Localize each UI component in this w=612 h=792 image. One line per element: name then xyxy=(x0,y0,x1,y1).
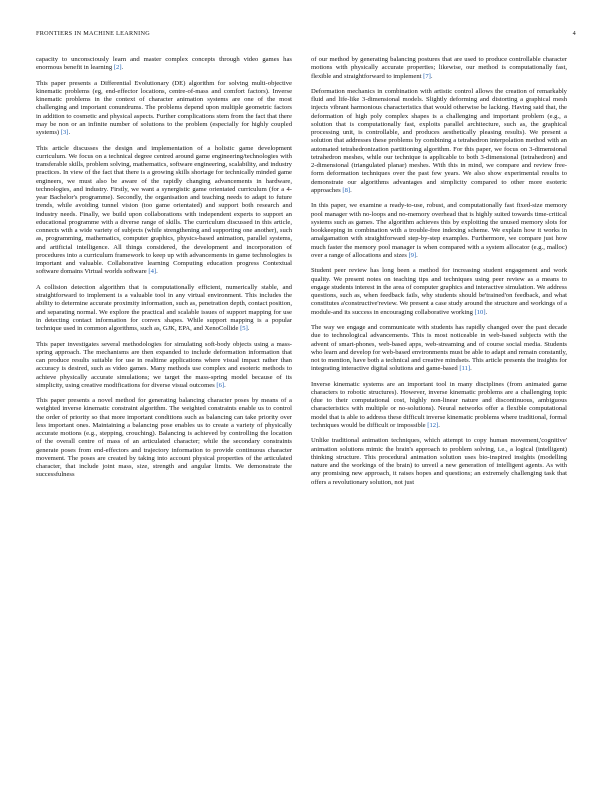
paragraph-text: The way we engage and communicate with students has rapidly changed over the past decade due to technological advancements. This is most noticeable in web-based subjects with the advent of smart-phones, web-based apps, web-streaming and of course social media. Students who learn and develop for web-based environments must be able to adapt and remain constantly, not to mention, have both a technical and creative mindsets. This article presents the insights for integrating interactive digital solutions and game-based xyxy=(311,324,567,373)
paragraph-tail: . xyxy=(224,381,226,389)
paragraph xyxy=(311,56,567,81)
paragraph-text: This paper investigates several methodologies for simulating soft-body objects using a mass-spring approach. The mechanisms are then expanded to include deformation information that can produce results suitable for use in realtime applications where visual impact rather than accuracy is desired, such as video games. Many methods use complex and esoteric methods to achieve physically accurate simulations; we target the mass-spring model because of its simplicity, using creative modifications for diverse visual outcomes xyxy=(36,340,292,389)
paragraph-text: This paper presents a Differential Evolutionary (DE) algorithm for solving multi-objective kinematic problems (eg, end-effector locations, centre-of-mass and comfort factors). Inverse kinematic problems in the context of character animation systems are one of the most challenging and important conundrums. The problems depend upon multiple geometric factors in addition to cosmetic and physical aspects. Further complications stem from the fact that there may be non or an infinite number of solutions to the problem (especially for highly coupled systems) xyxy=(36,79,292,137)
paragraph xyxy=(36,284,292,334)
paragraph xyxy=(311,267,567,317)
citation-link[interactable]: [2] xyxy=(113,64,122,72)
paragraph xyxy=(36,56,292,73)
paragraph-tail: . xyxy=(247,325,250,333)
paragraph-text: Student peer review has long been a method for increasing student engagement and work quality. We present notes on teaching tips and techniques using peer review as a means to engage students interest in the area of computer graphics and interactive simulation. We address questions, such as, when feedback fails, why students should be'trained'on feedback, and what constitutes a'constructive'review. We present a case study around the structure and workings of a module-and its success in encouraging collaborative working xyxy=(311,267,567,316)
paragraph xyxy=(36,145,292,277)
citation-link[interactable]: [11] xyxy=(459,365,471,373)
paragraph-text: capacity to unconsciously learn and master complex concepts through video games has enormous benefit in learning xyxy=(36,56,292,72)
paragraph-tail: . xyxy=(350,186,352,194)
paragraph-tail: . xyxy=(470,365,472,373)
paragraph-tail: . xyxy=(438,421,440,429)
paragraph xyxy=(36,397,292,480)
page-header xyxy=(36,28,576,40)
right-column xyxy=(311,56,567,766)
citation-link[interactable]: [6] xyxy=(216,381,225,389)
paragraph-tail: . xyxy=(430,72,433,80)
paragraph-text: This paper presents a novel method for generating balancing character poses by means of a weighted inverse kinematic constraint algorithm. The weighted constraints enable us to control the order of priority so that more important conditions such as balancing can take priority over less important ones. Maintaining a balancing pose enables us to create a variety of physically accurate motions (e.g., stepping, crouching). Balancing is achieved by controlling the location of the overall centre of mass of an articulated character; while the secondary constraints generate poses from end-effectors and trajectory information to provide continuous character movement. The poses are created by taking into account physical properties of the articulated character, that include joint mass, size, strength and angular limits. We demonstrate the successfulness xyxy=(36,397,292,479)
paragraph-text: This article discusses the design and implementation of a holistic game development curriculum. We focus on a technical degree centred around game engineering/technologies with transferable skills, problem solving, mathematics, software engineering, scalability, and industry practices. In view of the fact that there is a growing skills shortage for technically minded game engineers, we must also be aware of the rapidly changing advancements in hardware, technologies, and industry. Firstly, we want a synergistic game orientated curriculum (for a 4-year Bachelor's programme). Secondly, the organisation and teaching needs to adapt to future trends, while avoiding tunnel vision (too game orientated) and support both research and industry needs. Finally, we build upon collaborations with independent experts to support an educational programme with a diverse range of skills. The curriculum discussed in this article, connects with a wide variety of subjects (while strengthening and supporting one another), such as, programming, mathematics, computer graphics, physics-based animation, parallel systems, and artificial intelligence. All things considered, the development and incorporation of procedures into a curriculum framework to keep up with advancements in game technologies is important and valuable. Collaborative learning Computing education progress Contextual software domains Virtual worlds software xyxy=(36,144,292,276)
paragraph xyxy=(311,88,567,195)
page-number: 4 xyxy=(572,30,576,37)
citation-link[interactable]: [12] xyxy=(427,421,439,429)
paragraph xyxy=(311,437,567,487)
citation-link[interactable]: [9] xyxy=(408,251,417,259)
paragraph-text: of our method by generating balancing postures that are used to produce controllable character motions with physically accurate properties; likewise, our method is computationally fast, flexible and straightforward to implement xyxy=(311,56,567,80)
paragraph-text: Deformation mechanics in combination with artistic control allows the creation of remarkably fluid and life-like 3-dimensional models. Slightly deforming and distorting a graphical mesh injects vibrant harmonious characteristics that would otherwise be lacking. Having said that, the deformation of high poly complex shapes is a challenging and important problem (e.g., a solution that is computationally fast, exploits parallel architecture, such as, the graphical processing unit, is controllable, and produces aesthetically pleasing results). We present a solution that addresses these problems by combining a tetrahedron interpolation method with an automated tetrahedronization partitioning algorithm. For this paper, we focus on 3-dimensional tetrahedron meshes, while our technique is applicable to both 3-dimensional (tetrahedron) and 2-dimensional (triangulated planar) meshes. With this in mind, we compare and review free-form deformation techniques over the past few years. We also show experimental results to demonstrate our algorithms advantages and simplicity compared to other more esoteric approaches xyxy=(311,87,567,194)
paragraph-text: In this paper, we examine a ready-to-use, robust, and computationally fast fixed-size memory pool manager with no-loops and no-memory overhead that is highly suited towards time-critical systems such as games. The algorithm achieves this by exploiting the unused memory slots for bookkeeping in combination with a trouble-free indexing scheme. We explain how it works in amalgamation with straightforward step-by-step examples. Furthermore, we compare just how much faster the memory pool manager is when compared with a system allocator (e.g., malloc) over a range of allocations and sizes xyxy=(311,202,567,259)
left-column xyxy=(36,56,292,766)
paragraph-tail: . xyxy=(121,64,124,72)
paragraph xyxy=(311,381,567,431)
paragraph-text: Unlike traditional animation techniques, which attempt to copy human movement,'cognitive' animation solutions mimic the brain's approach to problem solving, i.e., a logical (intelligent) thinking structure. This procedural animation solution uses bio-inspired insights (modelling nature and the workings of the brain) to unveil a new generation of intelligent agents. As with any promising new approach, it raises hopes and questions; an extremely challenging task that offers a revolutionary solution, not just xyxy=(311,437,567,486)
paragraph xyxy=(311,202,567,260)
citation-link[interactable]: [7] xyxy=(423,72,431,80)
citation-link[interactable]: [3] xyxy=(60,129,69,137)
paragraph-tail: . xyxy=(416,251,418,259)
paragraph-tail: . xyxy=(156,268,158,276)
paragraph-tail: . xyxy=(485,308,488,316)
citation-link[interactable]: [8] xyxy=(342,186,351,194)
citation-link[interactable]: [10] xyxy=(474,308,486,316)
paragraph-text: Inverse kinematic systems are an important tool in many disciplines (from animated game characters to robotic structures). However, inverse kinematic problems are a challenging topic (due to their computational cost, highly non-linear nature and discontinuous, ambiguous characteristics with multiple or no-solutions). Neural networks offer a flexible computational model that is able to address these difficult inverse kinematic problems where traditional, formal techniques would be difficult or impossible xyxy=(311,380,567,429)
citation-link[interactable]: [5] xyxy=(240,325,248,333)
running-title: FRONTIERS IN MACHINE LEARNING xyxy=(36,30,151,37)
paragraph-text: A collision detection algorithm that is computationally efficient, numerically stable, and straightforward to implement is a valuable tool in any virtual environment. This includes the ability to determine accurate proximity information, such as, penetration depth, contact position, and separating normal. We explore the practical and scalable issues of support mapping for use in detecting contact information for convex shapes. While support mapping is a popular technique used in common algorithms, such as, GJK, EPA, and XenoCollide xyxy=(36,283,292,333)
citation-link[interactable]: [4] xyxy=(148,268,157,276)
paragraph xyxy=(311,324,567,374)
paragraph xyxy=(36,341,292,391)
paragraph xyxy=(36,80,292,138)
paragraph-tail: . xyxy=(68,129,71,137)
